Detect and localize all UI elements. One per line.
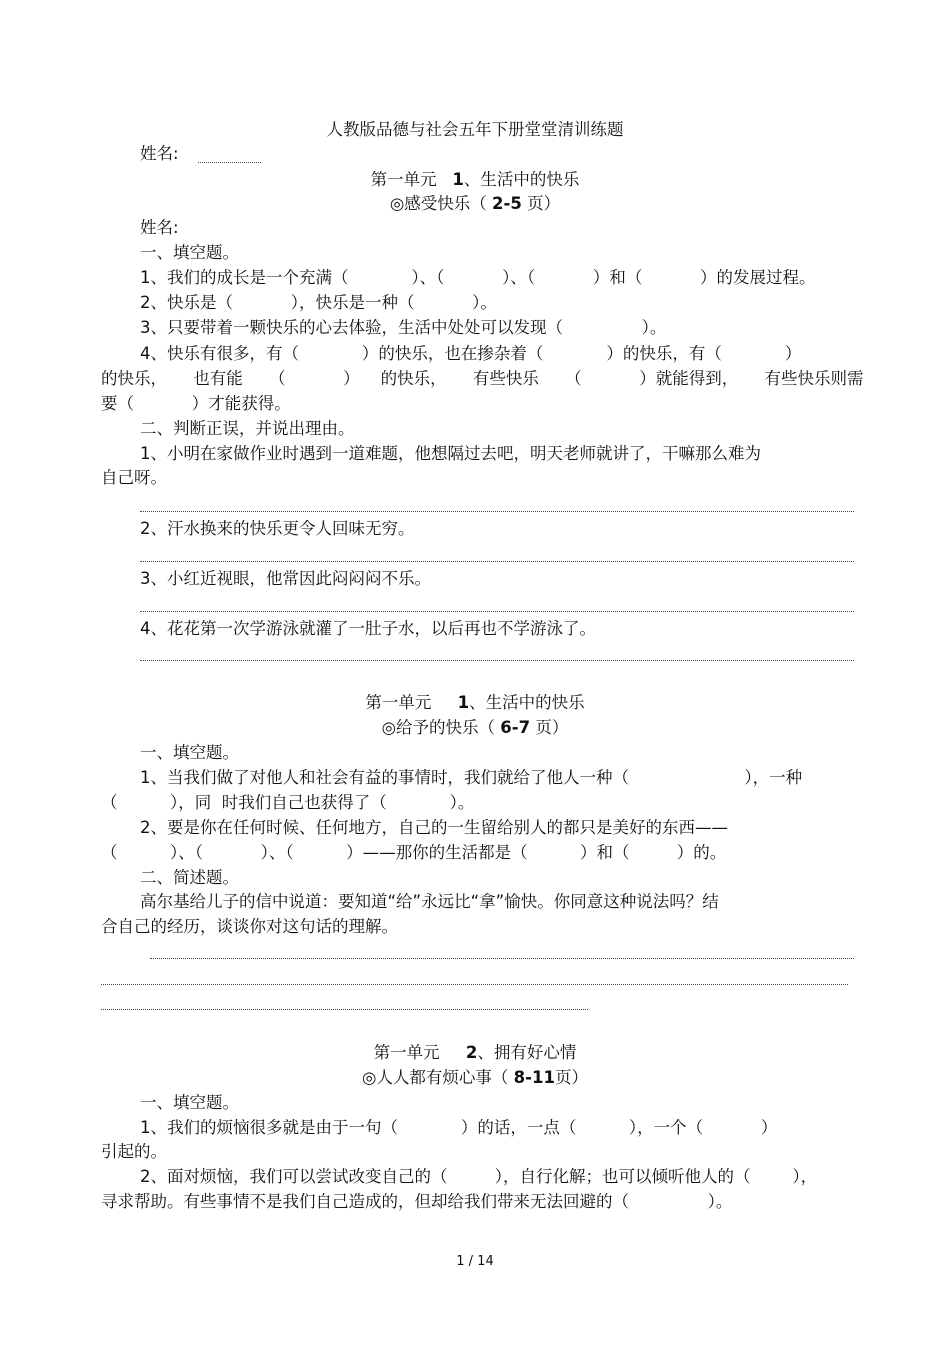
- answer-line-j4[interactable]: [140, 660, 854, 661]
- section3-sub-unit: 页）: [554, 1068, 588, 1087]
- section3-heading-title: 、拥有好心情: [477, 1043, 577, 1062]
- section2-short-q-line2: 合自己的经历，谈谈你对这句话的理解。: [101, 917, 398, 936]
- answer-line-short-2[interactable]: [101, 984, 848, 985]
- section3-sub-pages: 8-11: [513, 1068, 555, 1087]
- section2-heading-unit: 第一单元: [365, 693, 432, 712]
- section1-judge-title: 二、判断正误，并说出理由。: [140, 419, 355, 438]
- section2-subheading: [0, 718, 950, 738]
- answer-line-short-3[interactable]: [101, 1009, 588, 1010]
- section1-q4-line1: 4、快乐有很多，有（ ）的快乐，也在掺杂着（ ）的快乐，有（ ）: [140, 344, 802, 363]
- section1-name-label: 姓名:: [140, 218, 179, 237]
- name-label: 姓名:: [140, 144, 179, 163]
- section2-q1-line1: 1、当我们做了对他人和社会有益的事情时，我们就给了他人一种（ ），一种: [140, 768, 803, 787]
- section1-q4-line2: 的快乐， 也有能 （ ） 的快乐， 有些快乐 （ ）就能得到， 有些快乐则需: [101, 369, 864, 388]
- section3-heading-number: 2: [465, 1043, 478, 1062]
- section3-q1-line2: 引起的。: [101, 1142, 167, 1161]
- section2-q1-line2: （ ），同 时我们自己也获得了（ ）。: [101, 793, 475, 812]
- section2-short-title: 二、简述题。: [140, 868, 239, 887]
- section1-j3: 3、小红近视眼，他常因此闷闷闷不乐。: [140, 569, 431, 588]
- section2-q2-line2: （ ）、（ ）、（ ）——那你的生活都是（ ）和（ ）的。: [101, 843, 727, 862]
- page-number: 1 / 14: [456, 1254, 494, 1269]
- section1-j4: 4、花花第一次学游泳就灌了一肚子水，以后再也不学游泳了。: [140, 619, 596, 638]
- section1-j1-line2: 自己呀。: [101, 468, 167, 487]
- answer-line-short-1[interactable]: [150, 958, 854, 959]
- section3-q1-line1: 1、我们的烦恼很多就是由于一句（ ）的话，一点（ ），一个（ ）: [140, 1118, 778, 1137]
- section2-heading-number: 1: [457, 693, 470, 712]
- section3-heading: [0, 1043, 950, 1063]
- section3-heading-unit: 第一单元: [373, 1043, 440, 1062]
- section1-j1-line1: 1、小明在家做作业时遇到一道难题，他想隔过去吧，明天老师就讲了，干嘛那么难为: [140, 444, 761, 463]
- section1-q4-line3: 要（ ）才能获得。: [101, 394, 291, 413]
- section2-heading-title: 、生活中的快乐: [469, 693, 585, 712]
- answer-line-j2[interactable]: [140, 561, 854, 562]
- answer-line-j1[interactable]: [140, 511, 854, 512]
- section1-sub-unit: 页）: [527, 194, 561, 213]
- section1-q3: 3、只要带着一颗快乐的心去体验，生活中处处可以发现（ ）。: [140, 318, 667, 337]
- section1-heading: [0, 170, 950, 190]
- section1-fill-title: 一、填空题。: [140, 243, 239, 262]
- section2-sub-title: ◎给予的快乐（: [381, 718, 496, 737]
- section2-sub-pages: 6-7: [500, 718, 531, 737]
- section3-q2-line1: 2、面对烦恼，我们可以尝试改变自己的（ ），自行化解；也可以倾听他人的（ ），: [140, 1167, 818, 1186]
- section2-heading: [0, 693, 950, 713]
- section3-sub-title: ◎人人都有烦心事（: [362, 1068, 509, 1087]
- name-blank-line[interactable]: [198, 162, 261, 163]
- section2-q2-line1: 2、要是你在任何时候、任何地方，自己的一生留给别人的都只是美好的东西——: [140, 818, 728, 837]
- answer-line-j3[interactable]: [140, 611, 854, 612]
- section2-fill-title: 一、填空题。: [140, 743, 239, 762]
- section1-sub-pages: 2-5: [492, 194, 522, 213]
- section1-sub-title: ◎感受快乐（: [389, 194, 487, 213]
- section2-short-q-line1: 高尔基给儿子的信中说道：要知道“给”永远比“拿”愉快。你同意这种说法吗？结: [140, 892, 719, 911]
- section1-q1: 1、我们的成长是一个充满（ ）、（ ）、（ ）和（ ）的发展过程。: [140, 268, 816, 287]
- section3-subheading: [0, 1068, 950, 1088]
- section1-heading-number: 1: [452, 170, 464, 189]
- section1-heading-title: 、生活中的快乐: [463, 170, 580, 189]
- section2-sub-unit: 页）: [535, 718, 569, 737]
- document-title: 人教版品德与社会五年下册堂堂清训练题: [326, 120, 624, 139]
- section3-q2-line2: 寻求帮助。有些事情不是我们自己造成的，但却给我们带来无法回避的（ ）。: [101, 1192, 733, 1211]
- section1-q2: 2、快乐是（ ），快乐是一种（ ）。: [140, 293, 497, 312]
- section1-subheading: [0, 194, 950, 214]
- section1-heading-unit: 第一单元: [370, 170, 437, 189]
- section1-j2: 2、汗水换来的快乐更令人回味无穷。: [140, 519, 415, 538]
- section3-fill-title: 一、填空题。: [140, 1093, 239, 1112]
